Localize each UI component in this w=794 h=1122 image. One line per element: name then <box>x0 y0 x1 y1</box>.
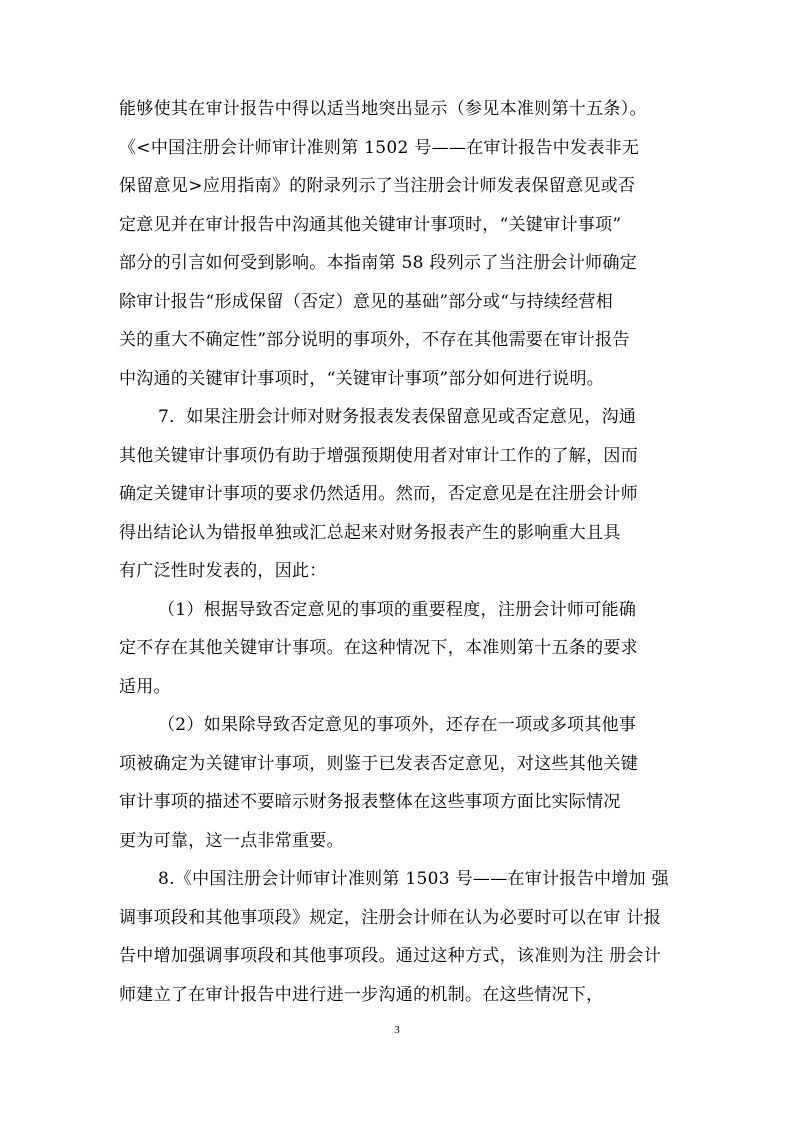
text-line: 定意见并在审计报告中沟通其他关键审计事项时，“关键审计事项” <box>119 215 622 235</box>
text-line: 更为可靠，这一点非常重要。 <box>119 831 344 851</box>
text-line: 得出结论认为错报单独或汇总起来对财务报表产生的影响重大且具 <box>119 523 621 543</box>
text-line: 调事项段和其他事项段》规定，注册会计师在认为必要时可以在审 计报 <box>119 908 662 928</box>
page-number: 3 <box>394 1024 400 1036</box>
text-line: 适用。 <box>119 677 171 697</box>
text-line: 其他关键审计事项仍有助于增强预期使用者对审计工作的了解，因而 <box>119 446 638 466</box>
paragraph-first-line: 8.《中国注册会计师审计准则第 1503 号——在审计报告中增加 强 <box>158 869 669 889</box>
text-line: 有广泛性时发表的，因此： <box>119 561 327 581</box>
text-line: 除审计报告“形成保留（否定）意见的基础”部分或“与持续经营相 <box>119 292 614 312</box>
text-line: 师建立了在审计报告中进行进一步沟通的机制。在这些情况下， <box>119 985 604 1005</box>
paragraph-first-line: （1）根据导致否定意见的事项的重要程度，注册会计师可能确 <box>158 600 637 620</box>
text-line: 部分的引言如何受到影响。本指南第 58 段列示了当注册会计师确定 <box>119 253 638 273</box>
text-line: 告中增加强调事项段和其他事项段。通过这种方式，该准则为注 册会计 <box>119 946 662 966</box>
text-line: 中沟通的关键审计事项时，“关键审计事项”部分如何进行说明。 <box>119 369 605 389</box>
text-line: 定不存在其他关键审计事项。在这种情况下，本准则第十五条的要求 <box>119 638 638 658</box>
text-line: 审计事项的描述不要暗示财务报表整体在这些事项方面比实际情况 <box>119 792 621 812</box>
text-line: 关的重大不确定性”部分说明的事项外，不存在其他需要在审计报告 <box>119 330 630 350</box>
text-line: 项被确定为关键审计事项，则鉴于已发表否定意见，对这些其他关键 <box>119 754 638 774</box>
paragraph-first-line: 7．如果注册会计师对财务报表发表保留意见或否定意见，沟通 <box>158 407 637 427</box>
paragraph-first-line: （2）如果除导致否定意见的事项外，还存在一项或多项其他事 <box>158 715 637 735</box>
text-line: 确定关键审计事项的要求仍然适用。然而，否定意见是在注册会计师 <box>119 484 638 504</box>
text-line: 能够使其在审计报告中得以适当地突出显示（参见本准则第十五条）。 <box>119 99 647 119</box>
text-line: 《<中国注册会计师审计准则第 1502 号——在审计报告中发表非无 <box>119 138 640 158</box>
text-line: 保留意见>应用指南》的附录列示了当注册会计师发表保留意见或否 <box>119 176 636 196</box>
